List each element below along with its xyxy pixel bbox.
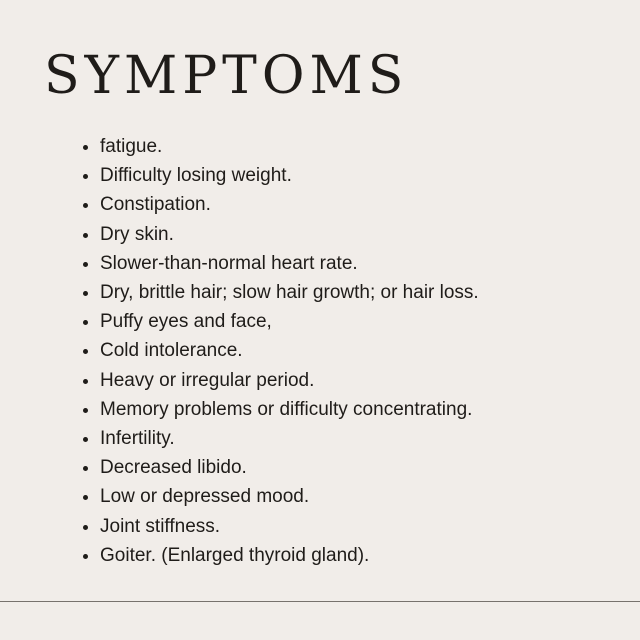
symptom-item-dry-skin: • Dry skin. [100,220,479,249]
symptom-item-libido: • Decreased libido. [100,453,479,482]
symptom-item-infertility: • Infertility. [100,424,479,453]
symptom-item-joint: • Joint stiffness. [100,512,479,541]
symptom-item-goiter: • Goiter. (Enlarged thyroid gland). [100,541,479,570]
symptom-item-weight: • Difficulty losing weight. [100,161,479,190]
symptom-list [78,132,479,570]
bottom-divider [0,601,640,602]
symptom-item-hair: • Dry, brittle hair; slow hair growth; or hair loss. [100,278,479,307]
symptom-item-heart-rate: • Slower-than-normal heart rate. [100,249,479,278]
symptom-item-memory: • Memory problems or difficulty concentrating. [100,395,479,424]
symptom-item-fatigue: • fatigue. [100,132,479,161]
symptom-item-cold: • Cold intolerance. [100,336,479,365]
symptom-item-puffy-face: • Puffy eyes and face, [100,307,479,336]
symptom-item-period: • Heavy or irregular period. [100,366,479,395]
page-title: SYMPTOMS [44,46,409,106]
symptom-item-mood: • Low or depressed mood. [100,482,479,511]
symptom-item-constipation: • Constipation. [100,190,479,219]
